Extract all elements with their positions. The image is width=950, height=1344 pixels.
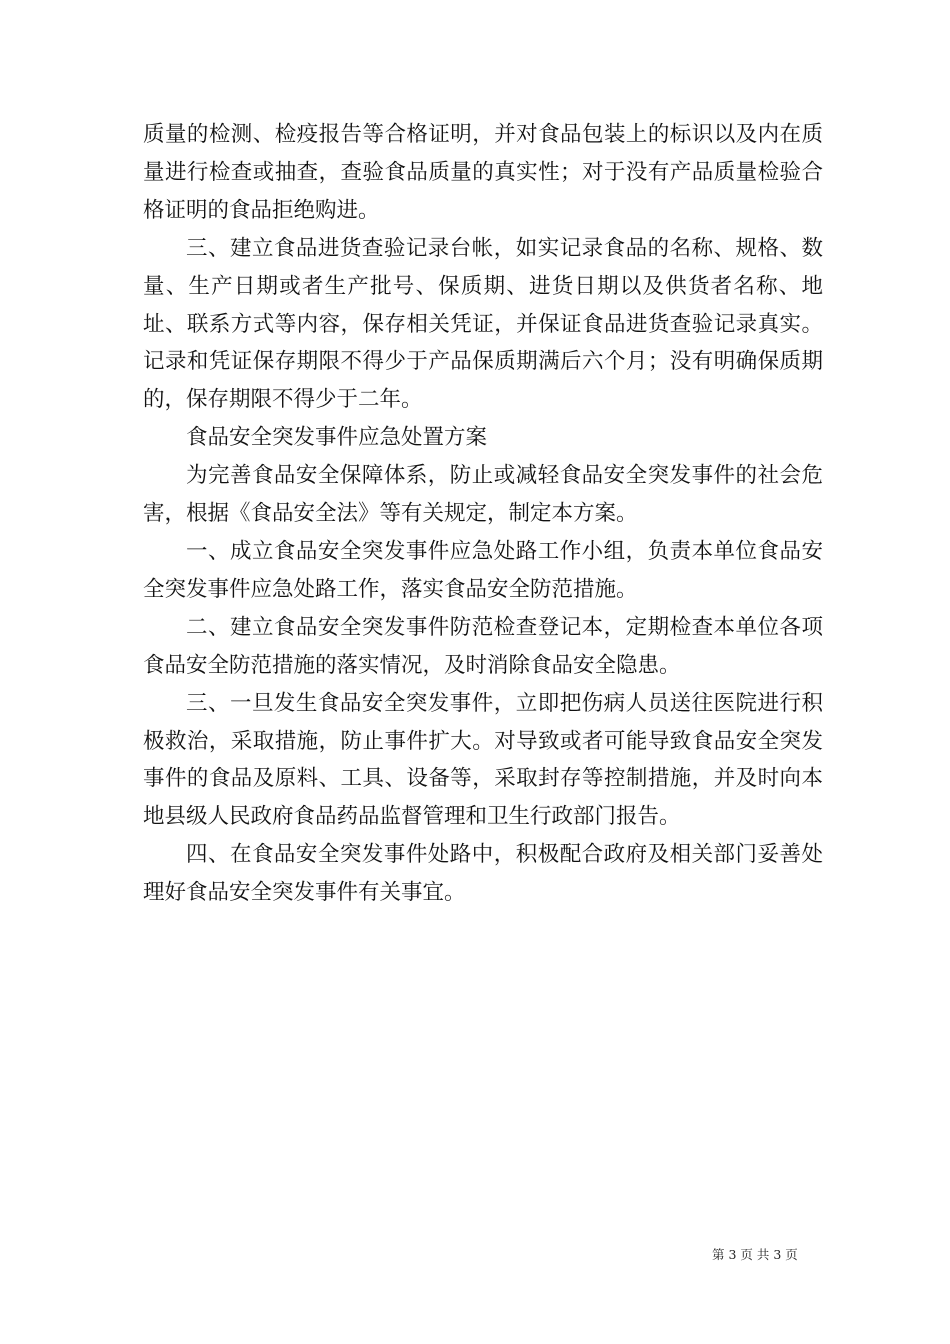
- document-body: [143, 116, 823, 912]
- paragraph-continuation: 质量的检测、检疫报告等合格证明，并对食品包装上的标识以及内在质量进行检查或抽查，查验食品质量的真实性；对于没有产品质量检验合格证明的食品拒绝购进。: [143, 122, 823, 223]
- paragraph-item-two: 二、建立食品安全突发事件防范检查登记本，定期检查本单位各项食品安全防范措施的落实情况，及时消除食品安全隐患。: [143, 614, 823, 678]
- page-number-footer: 第 3 页 共 3 页: [712, 1247, 798, 1262]
- paragraph-item-four: 四、在食品安全突发事件处路中，积极配合政府及相关部门妥善处理好食品安全突发事件有关事宜。: [143, 842, 823, 906]
- section-heading: 食品安全突发事件应急处置方案: [186, 425, 488, 451]
- paragraph-item-three: 三、一旦发生食品安全突发事件，立即把伤病人员送往医院进行积极救治，采取措施，防止事件扩大。对导致或者可能导致食品安全突发事件的食品及原料、工具、设备等，采取封存等控制措施，并及时向本地县级人民政府食品药品监督管理和卫生行政部门报告。: [143, 690, 823, 830]
- paragraph-item-one: 一、成立食品安全突发事件应急处路工作小组，负责本单位食品安全突发事件应急处路工作，落实食品安全防范措施。: [143, 538, 823, 602]
- paragraph-intro: 为完善食品安全保障体系，防止或减轻食品安全突发事件的社会危害，根据《食品安全法》等有关规定，制定本方案。: [143, 463, 823, 527]
- paragraph-item-three-records: 三、建立食品进货查验记录台帐，如实记录食品的名称、规格、数量、生产日期或者生产批号、保质期、进货日期以及供货者名称、地址、联系方式等内容，保存相关凭证，并保证食品进货查验记录真实。记录和凭证保存期限不得少于产品保质期满后六个月；没有明确保质期的，保存期限不得少于二年。: [143, 235, 823, 413]
